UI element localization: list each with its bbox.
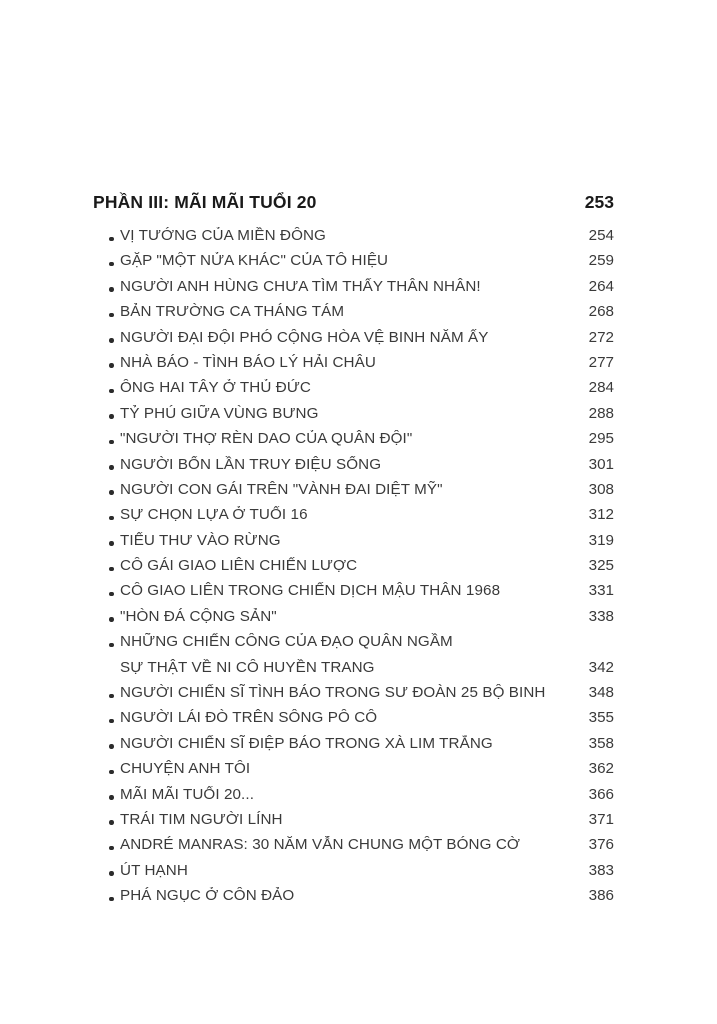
toc-entry-title: NHÀ BÁO - TÌNH BÁO LÝ HẢI CHÂU bbox=[120, 353, 376, 371]
toc-entry-line bbox=[120, 760, 614, 785]
toc-entry[interactable] bbox=[93, 684, 614, 709]
toc-entry-title: BẢN TRƯỜNG CA THÁNG TÁM bbox=[120, 303, 345, 321]
toc-entry[interactable] bbox=[93, 709, 614, 734]
bullet-dot-icon bbox=[109, 490, 114, 495]
toc-entry-title: "NGƯỜI THỢ RÈN DAO CỦA QUÂN ĐỘI" bbox=[120, 430, 413, 448]
bullet-dot-icon bbox=[109, 694, 114, 699]
toc-entry-page-number: 264 bbox=[588, 277, 614, 295]
toc-entry-title: NGƯỜI CON GÁI TRÊN "VÀNH ĐAI DIỆT MỸ" bbox=[120, 480, 443, 498]
toc-entry-body bbox=[120, 887, 614, 912]
bullet-dot-icon bbox=[109, 516, 114, 521]
bullet-dot-icon bbox=[109, 313, 114, 318]
bullet-dot-icon bbox=[109, 617, 114, 622]
toc-entry-body bbox=[120, 786, 614, 811]
toc-entry[interactable] bbox=[93, 557, 614, 582]
toc-entry-page-number: 371 bbox=[588, 810, 614, 828]
toc-entry-line bbox=[120, 811, 614, 836]
toc-entry[interactable] bbox=[93, 582, 614, 607]
toc-entry[interactable] bbox=[93, 608, 614, 633]
toc-entry-body bbox=[120, 684, 614, 709]
toc-entry-line bbox=[120, 456, 614, 481]
toc-entry-page-number: 331 bbox=[588, 582, 614, 600]
bullet-dot-icon bbox=[109, 719, 114, 724]
toc-entry-title: NGƯỜI ĐẠI ĐỘI PHÓ CỘNG HÒA VỆ BINH NĂM ẤY bbox=[120, 328, 489, 346]
toc-entry[interactable] bbox=[93, 430, 614, 455]
toc-entry-page-number: 284 bbox=[588, 379, 614, 397]
toc-entry-line bbox=[120, 633, 614, 658]
toc-entry-title: CÔ GÁI GIAO LIÊN CHIẾN LƯỢC bbox=[120, 557, 358, 575]
toc-entry-body bbox=[120, 836, 614, 861]
toc-entry[interactable] bbox=[93, 227, 614, 252]
toc-entry-line bbox=[120, 405, 614, 430]
part-page-number: 253 bbox=[584, 192, 614, 212]
bullet-icon bbox=[93, 354, 120, 368]
toc-entry-line bbox=[120, 481, 614, 506]
bullet-dot-icon bbox=[109, 643, 114, 648]
toc-entry-body bbox=[120, 862, 614, 887]
toc-entry-title: NGƯỜI CHIẾN SĨ TÌNH BÁO TRONG SƯ ĐOÀN 25 BỘ BINH bbox=[120, 684, 546, 702]
bullet-icon bbox=[93, 633, 120, 647]
toc-entry-page-number: 383 bbox=[588, 861, 614, 879]
bullet-dot-icon bbox=[109, 465, 114, 470]
toc-entry-body bbox=[120, 532, 614, 557]
toc-entry-page-number: 272 bbox=[588, 328, 614, 346]
toc-entry-line bbox=[120, 252, 614, 277]
toc-entry-body bbox=[120, 633, 614, 684]
toc-entry-body bbox=[120, 735, 614, 760]
toc-entry-line bbox=[120, 303, 614, 328]
toc-entry[interactable] bbox=[93, 836, 614, 861]
toc-entry-page-number: 312 bbox=[588, 506, 614, 524]
bullet-dot-icon bbox=[109, 389, 114, 394]
toc-entry-title: ANDRÉ MANRAS: 30 NĂM VẪN CHUNG MỘT BÓNG CỜ bbox=[120, 836, 521, 854]
bullet-dot-icon bbox=[109, 795, 114, 800]
toc-entry-line bbox=[120, 887, 614, 912]
toc-entry-page-number: 319 bbox=[588, 531, 614, 549]
toc-entry-title: TRÁI TIM NGƯỜI LÍNH bbox=[120, 810, 283, 828]
bullet-icon bbox=[93, 836, 120, 850]
toc-entry-body bbox=[120, 557, 614, 582]
bullet-dot-icon bbox=[109, 592, 114, 597]
bullet-icon bbox=[93, 684, 120, 698]
bullet-icon bbox=[93, 252, 120, 266]
toc-entry-line bbox=[120, 329, 614, 354]
toc-entry-page-number: 355 bbox=[588, 709, 614, 727]
toc-entry-line bbox=[120, 278, 614, 303]
toc-entry-page-number: 366 bbox=[588, 785, 614, 803]
toc-entry-title: TỶ PHÚ GIỮA VÙNG BƯNG bbox=[120, 404, 319, 422]
toc-entry-body bbox=[120, 329, 614, 354]
toc-entry[interactable] bbox=[93, 303, 614, 328]
toc-entry-title: NGƯỜI CHIẾN SĨ ĐIỆP BÁO TRONG XÀ LIM TRẮNG bbox=[120, 734, 493, 752]
part-heading-row bbox=[93, 192, 614, 213]
toc-entry-line bbox=[120, 532, 614, 557]
toc-entry-line bbox=[120, 557, 614, 582]
toc-entry-line bbox=[120, 582, 614, 607]
bullet-icon bbox=[93, 405, 120, 419]
table-of-contents bbox=[93, 192, 614, 913]
bullet-dot-icon bbox=[109, 287, 114, 292]
toc-entry-line bbox=[120, 430, 614, 455]
toc-entry[interactable] bbox=[93, 405, 614, 430]
toc-entry-page-number: 338 bbox=[588, 607, 614, 625]
bullet-dot-icon bbox=[109, 820, 114, 825]
bullet-dot-icon bbox=[109, 846, 114, 851]
bullet-dot-icon bbox=[109, 440, 114, 445]
bullet-icon bbox=[93, 862, 120, 876]
toc-entry-title: PHÁ NGỤC Ở CÔN ĐẢO bbox=[120, 887, 295, 905]
bullet-dot-icon bbox=[109, 262, 114, 267]
bullet-dot-icon bbox=[109, 363, 114, 368]
toc-entry-body bbox=[120, 709, 614, 734]
toc-entry-title: SỰ THẬT VỀ NI CÔ HUYỀN TRANG bbox=[120, 658, 375, 676]
bullet-icon bbox=[93, 456, 120, 470]
toc-entry[interactable] bbox=[93, 811, 614, 836]
toc-entry-title: MÃI MÃI TUỔI 20... bbox=[120, 785, 255, 803]
toc-entry[interactable] bbox=[93, 760, 614, 785]
toc-entry-line bbox=[120, 709, 614, 734]
toc-entry-page-number: 268 bbox=[588, 303, 614, 321]
toc-entry-body bbox=[120, 227, 614, 252]
toc-entry-title: SỰ CHỌN LỰA Ở TUỔI 16 bbox=[120, 506, 308, 524]
toc-entry-body bbox=[120, 354, 614, 379]
bullet-icon bbox=[93, 227, 120, 241]
toc-entry-page-number: 376 bbox=[588, 836, 614, 854]
toc-entry-line bbox=[120, 379, 614, 404]
bullet-icon bbox=[93, 735, 120, 749]
toc-entry-page-number: 362 bbox=[588, 760, 614, 778]
bullet-icon bbox=[93, 709, 120, 723]
toc-entry[interactable] bbox=[93, 887, 614, 912]
toc-entry-page-number: 288 bbox=[588, 404, 614, 422]
toc-entry[interactable] bbox=[93, 354, 614, 379]
toc-entry-page-number: 325 bbox=[588, 557, 614, 575]
bullet-icon bbox=[93, 608, 120, 622]
toc-entry-line bbox=[120, 786, 614, 811]
toc-entry-page-number: 301 bbox=[588, 455, 614, 473]
bullet-icon bbox=[93, 481, 120, 495]
toc-entry-line bbox=[120, 836, 614, 861]
toc-entry-body bbox=[120, 506, 614, 531]
toc-entry[interactable] bbox=[93, 532, 614, 557]
toc-entry-title: NGƯỜI LÁI ĐÒ TRÊN SÔNG PÔ CÔ bbox=[120, 709, 378, 727]
toc-entry-title: NGƯỜI BỐN LẦN TRUY ĐIỆU SỐNG bbox=[120, 455, 382, 473]
bullet-icon bbox=[93, 430, 120, 444]
bullet-icon bbox=[93, 786, 120, 800]
bullet-icon bbox=[93, 303, 120, 317]
toc-entry-title: VỊ TƯỚNG CỦA MIỀN ĐÔNG bbox=[120, 227, 326, 244]
bullet-icon bbox=[93, 811, 120, 825]
toc-entry-body bbox=[120, 456, 614, 481]
toc-entry-body bbox=[120, 760, 614, 785]
toc-entry[interactable] bbox=[93, 481, 614, 506]
toc-entry[interactable] bbox=[93, 786, 614, 811]
toc-entry-line bbox=[120, 684, 614, 709]
bullet-icon bbox=[93, 760, 120, 774]
toc-entry-body bbox=[120, 405, 614, 430]
toc-entry-line bbox=[120, 659, 614, 684]
bullet-dot-icon bbox=[109, 541, 114, 546]
toc-entry-page-number: 342 bbox=[588, 658, 614, 676]
toc-entry[interactable] bbox=[93, 379, 614, 404]
toc-entry[interactable] bbox=[93, 862, 614, 887]
bullet-dot-icon bbox=[109, 770, 114, 775]
toc-entry-body bbox=[120, 582, 614, 607]
bullet-dot-icon bbox=[109, 338, 114, 343]
toc-entry-body bbox=[120, 303, 614, 328]
toc-entry-line bbox=[120, 506, 614, 531]
bullet-dot-icon bbox=[109, 567, 114, 572]
toc-entry-body bbox=[120, 252, 614, 277]
bullet-dot-icon bbox=[109, 237, 114, 242]
bullet-icon bbox=[93, 379, 120, 393]
toc-entry-title: TIỂU THƯ VÀO RỪNG bbox=[120, 531, 281, 549]
toc-entry-body bbox=[120, 608, 614, 633]
toc-entry-page-number: 277 bbox=[588, 353, 614, 371]
toc-entry-page-number: 348 bbox=[588, 684, 614, 702]
bullet-dot-icon bbox=[109, 414, 114, 419]
bullet-dot-icon bbox=[109, 744, 114, 749]
toc-entry-line bbox=[120, 608, 614, 633]
toc-entry-line bbox=[120, 227, 614, 252]
bullet-icon bbox=[93, 532, 120, 546]
bullet-icon bbox=[93, 506, 120, 520]
toc-entry-body bbox=[120, 278, 614, 303]
toc-entry-page-number: 308 bbox=[588, 480, 614, 498]
toc-entry[interactable] bbox=[93, 252, 614, 277]
bullet-icon bbox=[93, 582, 120, 596]
toc-entry-title: NGƯỜI ANH HÙNG CHƯA TÌM THẤY THÂN NHÂN! bbox=[120, 277, 481, 295]
bullet-dot-icon bbox=[109, 897, 114, 902]
toc-entry-page-number: 254 bbox=[588, 227, 614, 244]
toc-entry[interactable] bbox=[93, 278, 614, 303]
toc-entry-title: ÚT HẠNH bbox=[120, 861, 188, 879]
bullet-icon bbox=[93, 329, 120, 343]
toc-entry-title: "HÒN ĐÁ CỘNG SẢN" bbox=[120, 607, 277, 625]
toc-entry[interactable] bbox=[93, 329, 614, 354]
toc-entry-page-number: 386 bbox=[588, 887, 614, 905]
toc-entry-title: GẶP "MỘT NỬA KHÁC" CỦA TÔ HIỆU bbox=[120, 252, 389, 270]
toc-entry[interactable] bbox=[93, 735, 614, 760]
toc-entry-body bbox=[120, 430, 614, 455]
toc-entry-page-number: 358 bbox=[588, 734, 614, 752]
toc-entry-title: ÔNG HAI TÂY Ở THỦ ĐỨC bbox=[120, 379, 311, 397]
bullet-dot-icon bbox=[109, 871, 114, 876]
toc-entry-body bbox=[120, 481, 614, 506]
bullet-icon bbox=[93, 887, 120, 901]
toc-entry[interactable] bbox=[93, 506, 614, 531]
bullet-icon bbox=[93, 557, 120, 571]
toc-entry-line bbox=[120, 862, 614, 887]
toc-entry-line bbox=[120, 735, 614, 760]
toc-entry[interactable] bbox=[93, 633, 614, 684]
toc-entry-title: CÔ GIAO LIÊN TRONG CHIẾN DỊCH MẬU THÂN 1968 bbox=[120, 582, 501, 600]
toc-entry-line bbox=[120, 354, 614, 379]
toc-entry-body bbox=[120, 811, 614, 836]
toc-entry-list bbox=[93, 227, 614, 913]
toc-entry-page-number: 295 bbox=[588, 430, 614, 448]
toc-entry-title: NHỮNG CHIẾN CÔNG CỦA ĐẠO QUÂN NGẦM bbox=[120, 633, 453, 651]
toc-entry-title: CHUYỆN ANH TÔI bbox=[120, 760, 251, 778]
toc-entry[interactable] bbox=[93, 456, 614, 481]
bullet-icon bbox=[93, 278, 120, 292]
part-title: PHẦN III: MÃI MÃI TUỔI 20 bbox=[93, 192, 317, 212]
toc-entry-page-number: 259 bbox=[588, 252, 614, 270]
toc-entry-body bbox=[120, 379, 614, 404]
